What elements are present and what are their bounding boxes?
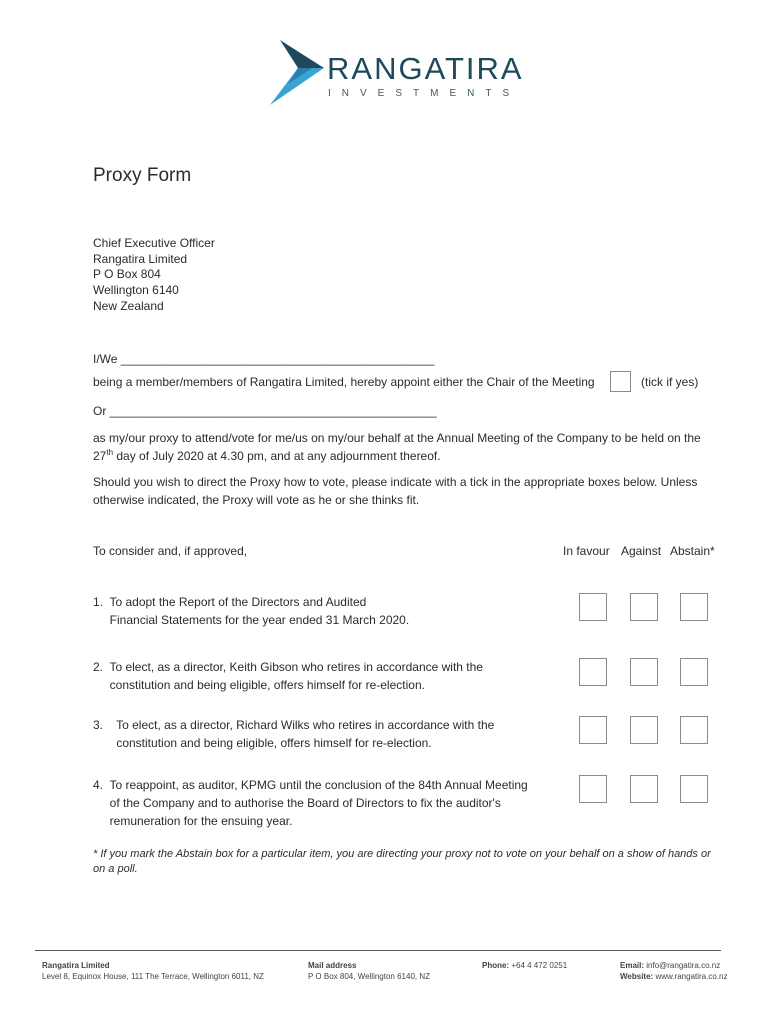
footer-website-link[interactable]: www.rangatira.co.nz <box>655 972 728 981</box>
resolution-4-abstain-checkbox[interactable] <box>680 775 708 803</box>
resolution-3-abstain-checkbox[interactable] <box>680 716 708 744</box>
direction-text-line: Should you wish to direct the Proxy how to vote, please indicate with a tick in the appropriate boxes below. Unless <box>93 475 698 489</box>
resolution-1-in-favour-checkbox[interactable] <box>579 593 607 621</box>
address-line: P O Box 804 <box>93 267 161 282</box>
proxy-text-line <box>93 448 441 464</box>
resolution-4-against-checkbox[interactable] <box>630 775 658 803</box>
footer-company <box>42 960 264 982</box>
recipient-address <box>93 236 215 315</box>
tick-if-yes-label: (tick if yes) <box>641 375 699 389</box>
ordinal-suffix: th <box>106 448 114 457</box>
chair-checkbox[interactable] <box>610 371 631 392</box>
resolution-line: remuneration for the ensuing year. <box>93 814 293 828</box>
resolution-2-against-checkbox[interactable] <box>630 658 658 686</box>
footer-website-label: Website: <box>620 972 654 981</box>
logo-name: RANGATIRA <box>327 51 524 86</box>
page-title: Proxy Form <box>93 165 192 186</box>
footer-phone-value: +64 4 472 0251 <box>511 961 568 970</box>
meeting-date-day: 27 <box>93 449 107 463</box>
footer-email-link[interactable]: info@rangatira.co.nz <box>646 961 721 970</box>
column-against: Against <box>621 544 662 558</box>
or-proxy-field[interactable]: Or _________________________________________________ <box>93 404 437 418</box>
meeting-date-rest: day of July 2020 at 4.30 pm, and at any adjournment thereof. <box>113 449 441 463</box>
resolution-line: constitution and being eligible, offers himself for re-election. <box>93 736 432 750</box>
footer-mail-label: Mail address <box>308 961 357 970</box>
footer-company-label: Rangatira Limited <box>42 961 110 970</box>
resolution-3-against-checkbox[interactable] <box>630 716 658 744</box>
footer-divider <box>35 950 721 951</box>
logo-subtitle: INVESTMENTS <box>328 88 521 99</box>
resolution-line: 1. To adopt the Report of the Directors and Audited <box>93 595 367 609</box>
resolution-4 <box>93 776 528 830</box>
address-line: Chief Executive Officer <box>93 236 215 250</box>
footer-phone-label: Phone: <box>482 961 510 970</box>
footer-contact <box>620 960 727 982</box>
resolution-2-abstain-checkbox[interactable] <box>680 658 708 686</box>
abstain-footnote: * If you mark the Abstain box for a particular item, you are directing your proxy not to vote on your behalf on a show of hands or on a poll. <box>93 848 711 875</box>
proxy-text-line: as my/our proxy to attend/vote for me/us on my/our behalf at the Annual Meeting of the Company to be held on the <box>93 431 701 445</box>
resolution-3-in-favour-checkbox[interactable] <box>579 716 607 744</box>
footer-phone <box>482 960 567 971</box>
resolution-1 <box>93 593 409 629</box>
column-in-favour: In favour <box>563 544 610 558</box>
address-line: Wellington 6140 <box>93 283 179 298</box>
resolution-1-abstain-checkbox[interactable] <box>680 593 708 621</box>
footer-mail-address: P O Box 804, Wellington 6140, NZ <box>308 972 430 981</box>
consider-heading: To consider and, if approved, <box>93 544 248 558</box>
resolution-2 <box>93 658 483 694</box>
resolution-line: constitution and being eligible, offers himself for re-election. <box>93 678 425 692</box>
member-appoint-text: being a member/members of Rangatira Limited, hereby appoint either the Chair of the Meeting <box>93 375 595 389</box>
column-abstain: Abstain* <box>670 544 715 558</box>
resolution-2-in-favour-checkbox[interactable] <box>579 658 607 686</box>
resolution-line: of the Company and to authorise the Board of Directors to fix the auditor's <box>93 796 501 810</box>
footer-company-address: Level 8, Equinox House, 111 The Terrace, Wellington 6011, NZ <box>42 972 264 981</box>
resolution-line: Financial Statements for the year ended 31 March 2020. <box>93 613 410 627</box>
footer-email-label: Email: <box>620 961 645 970</box>
footer-mail <box>308 960 430 982</box>
resolution-line: 3. To elect, as a director, Richard Wilks who retires in accordance with the <box>93 718 495 732</box>
address-line: Rangatira Limited <box>93 251 188 266</box>
resolution-line: 4. To reappoint, as auditor, KPMG until the conclusion of the 84th Annual Meeting <box>93 778 528 792</box>
resolution-4-in-favour-checkbox[interactable] <box>579 775 607 803</box>
resolution-line: 2. To elect, as a director, Keith Gibson who retires in accordance with the <box>93 660 483 674</box>
direction-text-line: otherwise indicated, the Proxy will vote as he or she thinks fit. <box>93 493 420 507</box>
resolution-3 <box>93 716 494 752</box>
resolution-1-against-checkbox[interactable] <box>630 593 658 621</box>
address-line: New Zealand <box>93 298 164 313</box>
member-name-field[interactable]: I/We _______________________________________________ <box>93 352 435 366</box>
